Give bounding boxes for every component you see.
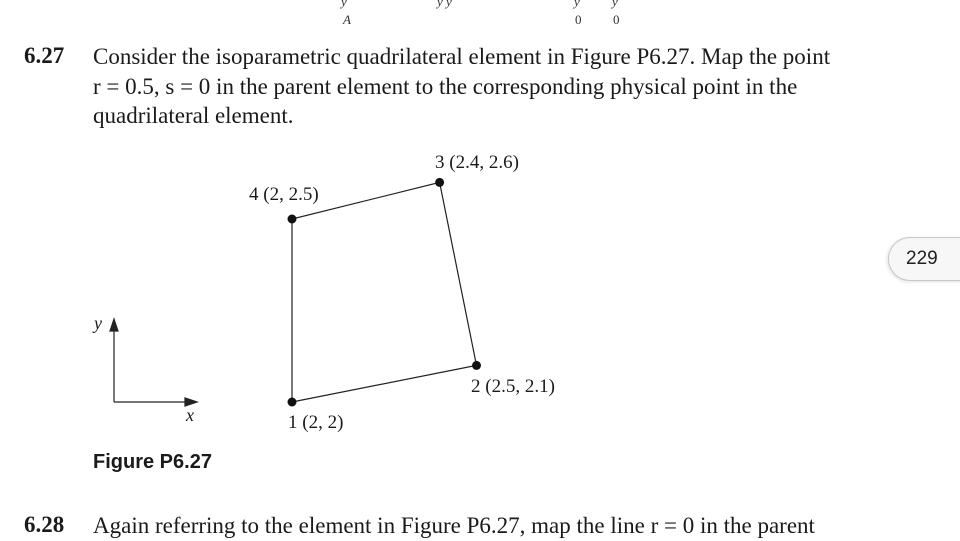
problem-text-line: Consider the isoparametric quadrilateral element in Figure P6.27. Map the point [93,44,831,69]
page-number-badge[interactable] [888,237,960,281]
node-point-1 [288,398,297,407]
node-label-3: 3 (2.4, 2.6) [435,152,519,173]
coordinate-axes [110,319,197,406]
node-label-4: 4 (2, 2.5) [249,184,319,205]
problem-text-line: Again referring to the element in Figure P6.27, map the line r = 0 in the parent [93,513,815,538]
node-label-1: 1 (2, 2) [288,412,344,433]
node-point-2 [472,361,481,370]
page-number: 229 [906,248,938,269]
prev-equation-subscript: 0 [575,12,582,27]
prev-equation-glyph: y [574,0,580,9]
node-label-2: 2 (2.5, 2.1) [471,376,555,397]
y-axis-label: y [94,313,102,333]
y-axis-arrowhead [110,319,118,331]
prev-equation-subscript: 0 [613,12,620,27]
node-point-4 [288,215,297,224]
figure-caption: Figure P6.27 [93,451,212,473]
prev-equation-glyph: y [612,0,618,9]
prev-equation-glyph: y [341,0,347,9]
problem-number: 6.27 [24,43,65,68]
prev-equation-glyphs: y y [437,0,452,9]
problem-text-line: quadrilateral element. [93,103,294,128]
x-axis-label: x [186,405,194,425]
quadrilateral-element [292,182,477,402]
prev-equation-subscript: A [343,12,351,27]
node-point-3 [435,178,444,187]
problem-number: 6.28 [24,512,65,537]
problem-text-line: r = 0.5, s = 0 in the parent element to the corresponding physical point in the [93,73,798,99]
